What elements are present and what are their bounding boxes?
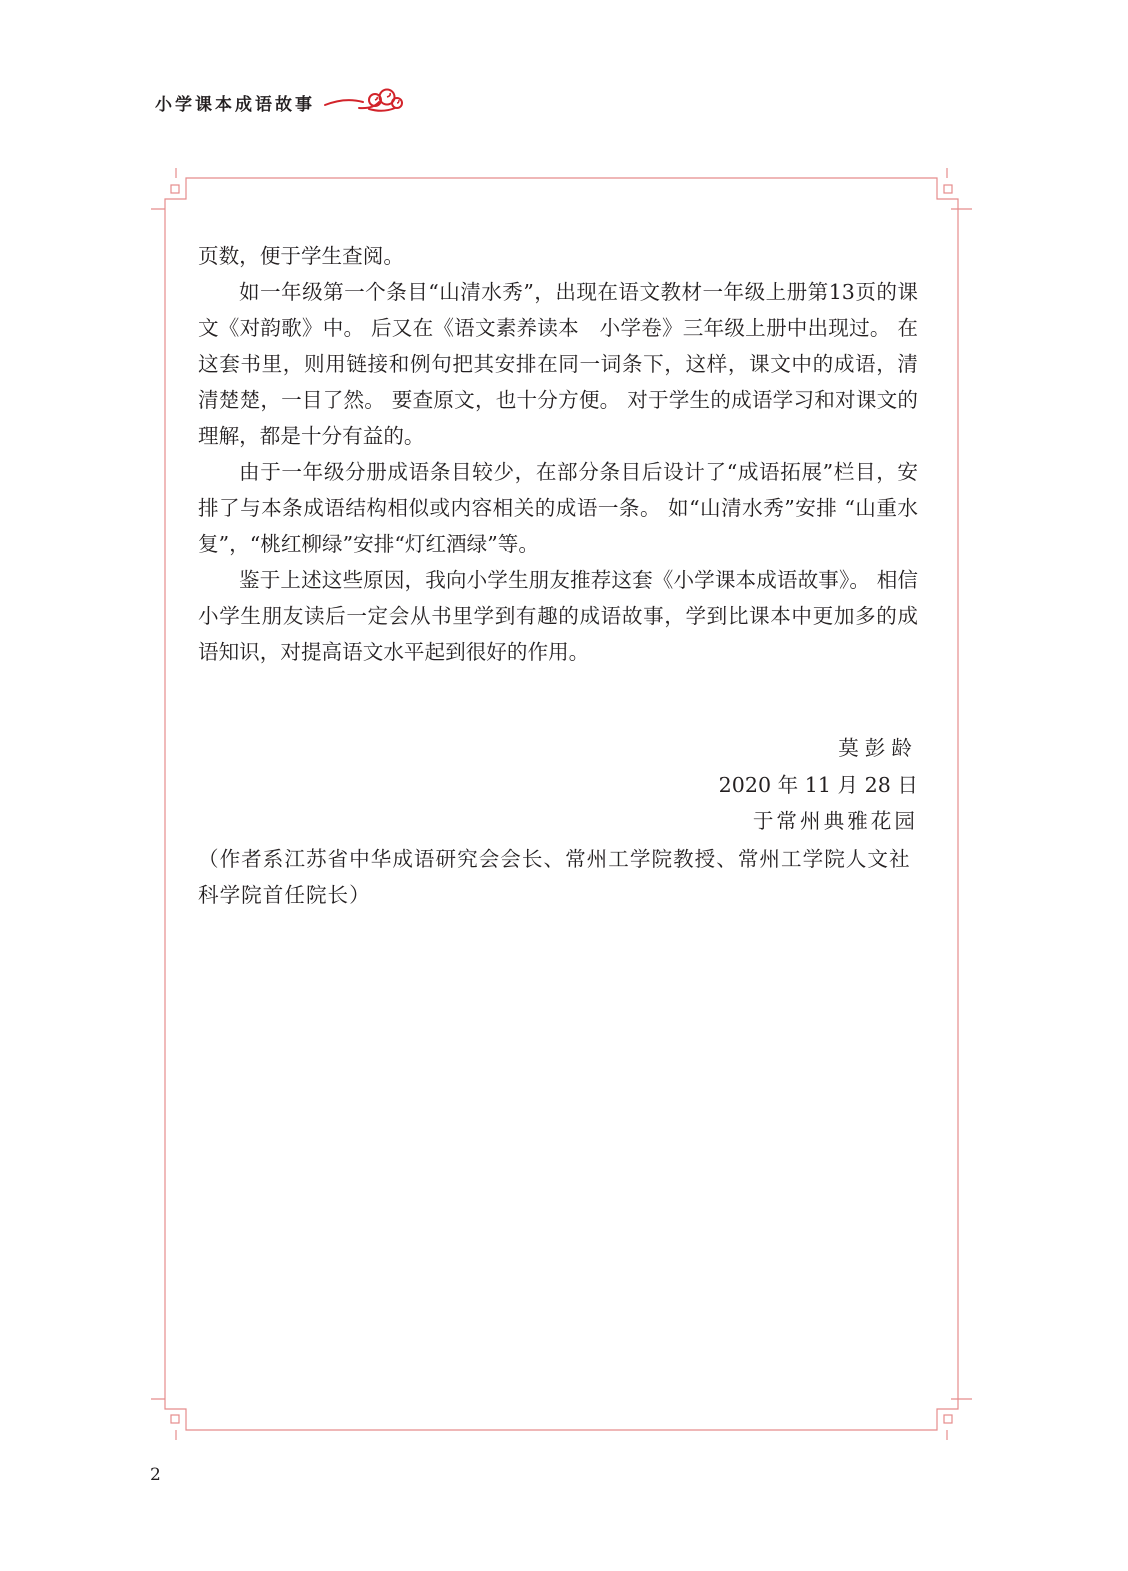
signature-name: 莫彭龄 <box>838 736 918 760</box>
paragraph-1: 页数，便于学生查阅。 <box>198 244 404 268</box>
signature-place: 于常州典雅花园 <box>752 809 918 833</box>
auspicious-cloud-icon <box>323 87 405 117</box>
author-note: （作者系江苏省中华成语研究会会长、常州工学院教授、常州工学院人文社科学院首任院长） <box>198 847 911 907</box>
page-number: 2 <box>150 1465 161 1485</box>
body-text <box>198 238 918 670</box>
paragraph-4: 鉴于上述这些原因，我向小学生朋友推荐这套《小学课本成语故事》。 相信小学生朋友读后一定会从书里学到有趣的成语故事，学到比课本中更加多的成语知识，对提高语文水平起到很好的作用。 <box>198 568 918 664</box>
running-header <box>155 86 405 118</box>
paragraph-3: 由于一年级分册成语条目较少，在部分条目后设计了“成语拓展”栏目，安排了与本条成语结构相似或内容相关的成语一条。 如“山清水秀”安排 “山重水复”，“桃红柳绿”安排“灯红酒绿”等。 <box>198 460 918 556</box>
book-title: 小学课本成语故事 <box>155 94 315 115</box>
paragraph-2: 如一年级第一个条目“山清水秀”，出现在语文教材一年级上册第13页的课文《对韵歌》中。 后又在《语文素养读本 小学卷》三年级上册中出现过。 在这套书里，则用链接和例句把其安排在同一词条下，这样，课文中的成语，清清楚楚，一目了然。 要查原文，也十分方便。 对于学生的成语学习和对课文的理解，都是十分有益的。 <box>198 280 918 448</box>
signature-date: 2020 年 11 月 28 日 <box>718 773 918 797</box>
